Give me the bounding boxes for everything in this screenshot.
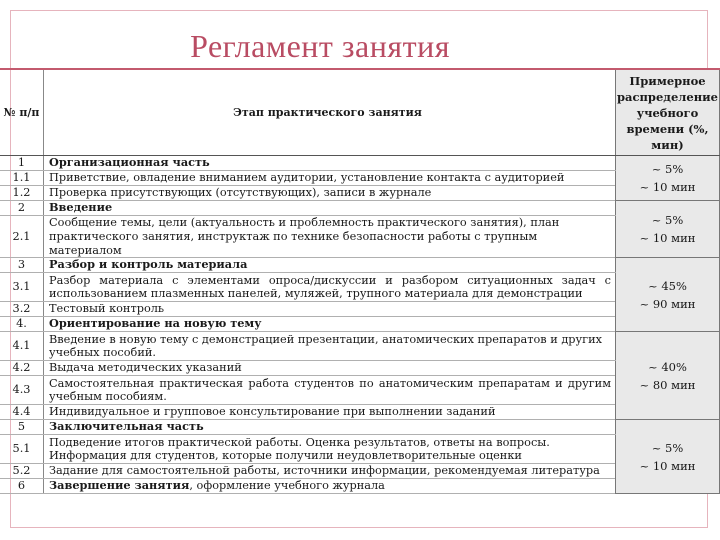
row-stage: Самостоятельная практическая работа студентов по анатомическим препаратам и другим учебным пособиям.	[44, 376, 616, 405]
row-stage: Подведение итогов практической работы. Оценка результатов, ответы на вопросы. Информация для студентов, которые получили неудовлетворительные оценки	[44, 435, 616, 464]
table-header	[0, 70, 720, 156]
row-number: 6	[0, 479, 44, 494]
time-percent: ~ 40%	[648, 359, 687, 374]
row-stage-rest: , оформление учебного журнала	[189, 479, 385, 493]
time-cell	[616, 156, 720, 201]
row-number: 5.1	[0, 435, 44, 464]
row-number: 3.1	[0, 273, 44, 302]
table-row	[0, 420, 720, 435]
row-stage	[44, 479, 616, 494]
time-minutes: ~ 10 мин	[639, 458, 696, 473]
row-stage: Разбор материала с элементами опроса/дискуссии и разбором ситуационных задач с использованием плазменных панелей, муляжей, трупного материала для демонстрации	[44, 273, 616, 302]
row-number: 4.1	[0, 332, 44, 361]
row-number: 5.2	[0, 464, 44, 479]
table-row	[0, 361, 720, 376]
row-stage: Разбор и контроль материала	[44, 258, 616, 273]
schedule-table	[0, 70, 720, 494]
table-row	[0, 273, 720, 302]
table-row	[0, 405, 720, 420]
row-stage: Сообщение темы, цели (актуальность и проблемность практического занятия), план практического занятия, инструктаж по технике безопасности работы с трупным материалом	[44, 216, 616, 258]
row-stage: Введение	[44, 201, 616, 216]
row-stage: Тестовый контроль	[44, 302, 616, 317]
row-stage: Выдача методических указаний	[44, 361, 616, 376]
time-minutes: ~ 90 мин	[639, 296, 696, 311]
header-number: № п/п	[0, 70, 44, 156]
header-time: Примерное распределение учебного времени (%, мин)	[616, 70, 720, 156]
row-stage: Организационная часть	[44, 156, 616, 171]
row-stage: Заключительная часть	[44, 420, 616, 435]
table-row	[0, 201, 720, 216]
row-number: 2	[0, 201, 44, 216]
time-cell	[616, 420, 720, 494]
row-number: 4.	[0, 317, 44, 332]
row-number: 5	[0, 420, 44, 435]
time-minutes: ~ 80 мин	[639, 377, 696, 392]
time-cell	[616, 258, 720, 332]
table-row	[0, 464, 720, 479]
time-minutes: ~ 10 мин	[639, 231, 696, 246]
row-number: 3	[0, 258, 44, 273]
time-percent: ~ 45%	[648, 278, 687, 293]
row-stage: Приветствие, овладение вниманием аудитории, установление контакта с аудиторией	[44, 171, 616, 186]
page-title: Регламент занятия	[190, 28, 450, 64]
table-row	[0, 435, 720, 464]
row-stage: Задание для самостоятельной работы, источники информации, рекомендуемая литература	[44, 464, 616, 479]
table-row	[0, 376, 720, 405]
time-cell	[616, 201, 720, 258]
time-percent: ~ 5%	[651, 440, 684, 455]
time-cell	[616, 332, 720, 420]
table-row	[0, 186, 720, 201]
row-number: 4.2	[0, 361, 44, 376]
row-number: 3.2	[0, 302, 44, 317]
row-number: 1	[0, 156, 44, 171]
time-percent: ~ 5%	[651, 213, 684, 228]
table-row	[0, 332, 720, 361]
row-stage: Проверка присутствующих (отсутствующих), записи в журнале	[44, 186, 616, 201]
table-row	[0, 258, 720, 273]
row-number: 2.1	[0, 216, 44, 258]
table-row	[0, 156, 720, 171]
row-stage: Индивидуальное и групповое консультирование при выполнении заданий	[44, 405, 616, 420]
row-number: 4.3	[0, 376, 44, 405]
table-row	[0, 317, 720, 332]
row-stage: Введение в новую тему с демонстрацией презентации, анатомических препаратов и других учебных пособий.	[44, 332, 616, 361]
row-stage-bold: Завершение занятия	[49, 478, 190, 493]
table-row	[0, 171, 720, 186]
row-number: 1.2	[0, 186, 44, 201]
row-number: 4.4	[0, 405, 44, 420]
header-stage: Этап практического занятия	[44, 70, 616, 156]
time-minutes: ~ 10 мин	[639, 180, 696, 194]
row-number: 1.1	[0, 171, 44, 186]
row-stage: Ориентирование на новую тему	[44, 317, 616, 332]
table-row	[0, 479, 720, 494]
time-percent: ~ 5%	[651, 162, 684, 176]
table-row	[0, 216, 720, 258]
table-row	[0, 302, 720, 317]
